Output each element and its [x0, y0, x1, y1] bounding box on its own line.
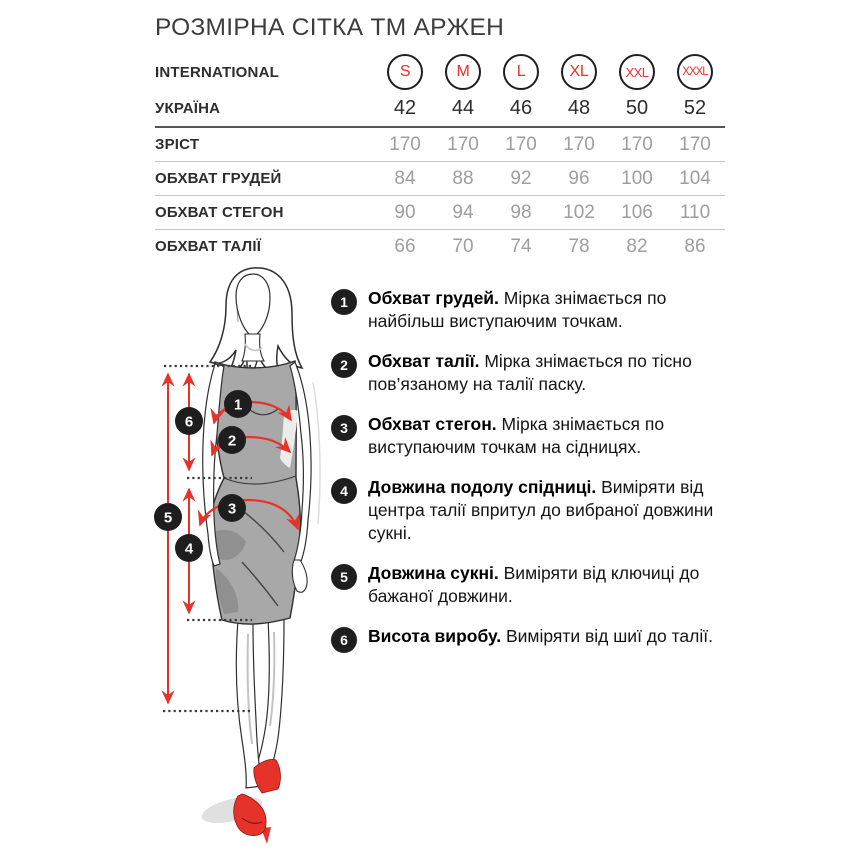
size-circle-badge: XXL: [619, 54, 655, 90]
legend-item: [331, 625, 731, 653]
legend-item: [331, 287, 731, 333]
size-cell: [666, 54, 724, 90]
row-label-height: ЗРІСТ: [155, 136, 200, 153]
measurement-value: 170: [447, 133, 479, 155]
size-cell: [434, 54, 492, 90]
measurement-value: 90: [394, 201, 416, 223]
measurement-value: 104: [679, 167, 711, 189]
measurement-value: 110: [679, 201, 711, 223]
figure-marker-1: [224, 390, 252, 418]
measurement-value: 100: [621, 167, 653, 189]
measurement-value: 106: [621, 201, 653, 223]
row-label-chest: ОБХВАТ ГРУДЕЙ: [155, 170, 282, 187]
measurement-value: 98: [510, 201, 532, 223]
size-value: 50: [625, 97, 649, 119]
legend-text: [368, 476, 718, 545]
legend-term: Обхват талії.: [368, 351, 480, 371]
ukraine-sizes: [376, 97, 725, 120]
row-label-ukraine: УКРАЇНА: [155, 100, 221, 117]
table-row-height: [155, 128, 725, 161]
size-cell: [492, 54, 550, 90]
legend-text: [368, 287, 718, 333]
svg-text:6: 6: [184, 413, 194, 431]
measurement-value: 84: [394, 167, 416, 189]
figure-marker-6: [175, 407, 203, 435]
size-value: 44: [451, 97, 475, 119]
legend-text: [368, 350, 718, 396]
legend-term: Довжина сукні.: [368, 563, 499, 583]
measurement-legend: [331, 287, 731, 670]
measurement-value: 170: [621, 133, 653, 155]
row-label-waist: ОБХВАТ ТАЛІЇ: [155, 238, 262, 255]
measurement-value: 94: [452, 201, 474, 223]
legend-description: Мірка знімається по виступаючим точкам на сідницях.: [368, 414, 665, 457]
measurement-value: 66: [394, 235, 416, 257]
size-circle-badge: XXXL: [677, 54, 713, 90]
legend-number-badge: 3: [331, 415, 357, 441]
svg-text:2: 2: [227, 432, 237, 450]
legend-text: [368, 562, 718, 608]
legend-text: [368, 413, 718, 459]
size-circle-badge: XL: [561, 54, 597, 90]
svg-text:5: 5: [163, 509, 173, 527]
table-row-chest: [155, 161, 725, 195]
international-sizes: [376, 54, 725, 90]
measurement-value: 170: [505, 133, 537, 155]
legend-description: Мірка знімається по найбільш виступаючим точкам.: [368, 288, 667, 331]
measurement-value: 92: [510, 167, 532, 189]
figure-marker-3: [218, 494, 246, 522]
figure-marker-4: [175, 534, 203, 562]
measurement-value: 170: [563, 133, 595, 155]
legend-description: Виміряти від шиї до талії.: [505, 626, 713, 646]
legend-description: Мірка знімається по тісно пов’язаному на талії паску.: [368, 351, 692, 394]
svg-text:4: 4: [184, 540, 194, 558]
row-label-international: INTERNATIONAL: [155, 63, 279, 81]
legend-item: [331, 350, 731, 396]
svg-text:1: 1: [233, 396, 243, 414]
figure-illustration: [150, 262, 350, 850]
page-title: РОЗМІРНА СІТКА ТМ АРЖЕН: [155, 14, 505, 41]
measurement-value: 170: [679, 133, 711, 155]
legend-number-badge: 6: [331, 627, 357, 653]
legend-number-badge: 1: [331, 289, 357, 315]
measurement-value: 170: [389, 133, 421, 155]
size-value: 46: [509, 97, 533, 119]
legend-item: [331, 413, 731, 459]
legend-item: [331, 562, 731, 608]
size-circle-badge: L: [503, 54, 539, 90]
measurement-value: 70: [452, 235, 474, 257]
measurement-value: 78: [568, 235, 590, 257]
measurement-value: 96: [568, 167, 590, 189]
table-row-waist: [155, 229, 725, 263]
size-cell: [608, 54, 666, 90]
figure-marker-2: [218, 426, 246, 454]
measurement-value: 86: [684, 235, 706, 257]
legend-term: Висота виробу.: [368, 626, 502, 646]
table-row-ukraine: [155, 92, 725, 125]
legend-term: Обхват стегон.: [368, 414, 497, 434]
legend-term: Довжина подолу спідниці.: [368, 477, 597, 497]
table-row-international: [155, 52, 725, 92]
gray-dress: [210, 361, 300, 624]
measurement-value: 82: [626, 235, 648, 257]
legend-number-badge: 2: [331, 352, 357, 378]
size-value: 42: [393, 97, 417, 119]
measurement-value: 102: [563, 201, 595, 223]
legend-text: [368, 625, 718, 648]
table-row-hips: [155, 195, 725, 229]
size-cell: [376, 54, 434, 90]
legend-description: Виміряти від центра талії впритул до вибраної довжини сукні.: [368, 477, 714, 543]
svg-text:3: 3: [227, 500, 237, 518]
legend-item: [331, 476, 731, 545]
size-cell: [550, 54, 608, 90]
size-table: [155, 52, 725, 263]
size-circle-badge: S: [387, 54, 423, 90]
legend-description: Виміряти від ключиці до бажаної довжини.: [368, 563, 700, 606]
legend-term: Обхват грудей.: [368, 288, 499, 308]
measurement-value: 88: [452, 167, 474, 189]
legend-number-badge: 5: [331, 564, 357, 590]
size-circle-badge: M: [445, 54, 481, 90]
figure-marker-5: [154, 503, 182, 531]
row-label-hips: ОБХВАТ СТЕГОН: [155, 204, 284, 221]
size-value: 52: [683, 97, 707, 119]
legend-number-badge: 4: [331, 478, 357, 504]
measurement-value: 74: [510, 235, 532, 257]
size-value: 48: [567, 97, 591, 119]
